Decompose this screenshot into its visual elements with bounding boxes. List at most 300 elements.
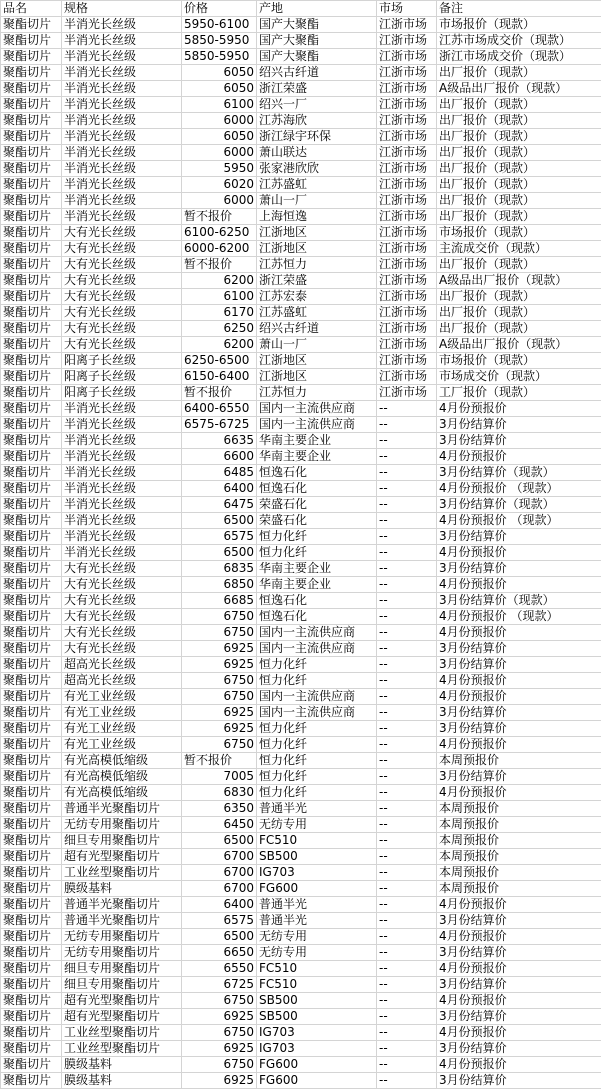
table-cell: 普通半光聚酯切片	[62, 801, 182, 817]
table-cell: 国产大聚酯	[257, 17, 377, 33]
table-cell: 阳离子长丝级	[62, 369, 182, 385]
table-cell: 出厂报价（现款）	[437, 97, 601, 113]
table-cell: 聚酯切片	[1, 641, 62, 657]
table-cell: 聚酯切片	[1, 497, 62, 513]
table-cell: IG703	[257, 1041, 377, 1057]
table-row	[1, 65, 601, 81]
table-cell: 5850-5950	[182, 33, 257, 49]
table-cell: 暂不报价	[182, 385, 257, 401]
table-cell: 大有光长丝级	[62, 625, 182, 641]
table-row	[1, 257, 601, 273]
table-cell: 聚酯切片	[1, 33, 62, 49]
table-cell: --	[377, 401, 437, 417]
table-cell: --	[377, 865, 437, 881]
table-cell: 5850-5950	[182, 49, 257, 65]
table-cell: 3月份结算价	[437, 641, 601, 657]
table-cell: 4月份预报价	[437, 449, 601, 465]
table-cell: 膜级基料	[62, 881, 182, 897]
table-cell: --	[377, 961, 437, 977]
header-cell: 市场	[377, 1, 437, 17]
table-cell: FC510	[257, 977, 377, 993]
table-cell: 5950-6100	[182, 17, 257, 33]
table-cell: 聚酯切片	[1, 305, 62, 321]
table-cell: 江浙市场	[377, 241, 437, 257]
table-cell: 6200	[182, 337, 257, 353]
table-cell: 6835	[182, 561, 257, 577]
table-cell: --	[377, 977, 437, 993]
table-cell: 江浙市场	[377, 273, 437, 289]
table-cell: 本周预报价	[437, 817, 601, 833]
table-cell: 江浙市场	[377, 33, 437, 49]
table-row	[1, 993, 601, 1009]
table-row	[1, 241, 601, 257]
table-cell: 江浙市场	[377, 49, 437, 65]
table-cell: 江浙市场	[377, 81, 437, 97]
table-cell: 江浙市场	[377, 113, 437, 129]
table-cell: 大有光长丝级	[62, 321, 182, 337]
table-row	[1, 977, 601, 993]
table-cell: 江苏盛虹	[257, 305, 377, 321]
table-cell: 6500	[182, 545, 257, 561]
table-row	[1, 705, 601, 721]
table-cell: 普通半光	[257, 801, 377, 817]
table-row	[1, 81, 601, 97]
table-cell: 聚酯切片	[1, 993, 62, 1009]
table-cell: 国内一主流供应商	[257, 689, 377, 705]
table-cell: 聚酯切片	[1, 129, 62, 145]
table-row	[1, 1025, 601, 1041]
table-row	[1, 945, 601, 961]
table-cell: --	[377, 993, 437, 1009]
table-cell: --	[377, 577, 437, 593]
table-cell: 6925	[182, 1041, 257, 1057]
table-cell: 大有光长丝级	[62, 561, 182, 577]
table-cell: 3月份结算价（现款）	[437, 593, 601, 609]
table-cell: 江浙地区	[257, 241, 377, 257]
table-row	[1, 337, 601, 353]
table-cell: 张家港欣欣	[257, 161, 377, 177]
table-cell: 4月份预报价	[437, 689, 601, 705]
table-cell: 聚酯切片	[1, 721, 62, 737]
table-cell: SB500	[257, 993, 377, 1009]
table-row	[1, 1073, 601, 1089]
table-cell: 出厂报价（现款）	[437, 65, 601, 81]
table-row	[1, 449, 601, 465]
table-cell: 工业丝型聚酯切片	[62, 1025, 182, 1041]
table-cell: 半消光长丝级	[62, 129, 182, 145]
table-cell: 6150-6400	[182, 369, 257, 385]
table-cell: 6750	[182, 1057, 257, 1073]
table-cell: 大有光长丝级	[62, 577, 182, 593]
table-cell: 华南主要企业	[257, 449, 377, 465]
table-cell: 大有光长丝级	[62, 305, 182, 321]
table-cell: 出厂报价（现款）	[437, 161, 601, 177]
table-row	[1, 49, 601, 65]
table-cell: 6700	[182, 849, 257, 865]
table-cell: 无纺专用	[257, 817, 377, 833]
table-cell: 6575-6725	[182, 417, 257, 433]
table-cell: 聚酯切片	[1, 977, 62, 993]
table-cell: --	[377, 449, 437, 465]
table-cell: 荣盛石化	[257, 513, 377, 529]
table-cell: 半消光长丝级	[62, 401, 182, 417]
table-cell: 绍兴古纤道	[257, 65, 377, 81]
table-cell: 3月份结算价	[437, 1009, 601, 1025]
table-cell: 聚酯切片	[1, 961, 62, 977]
table-cell: 聚酯切片	[1, 673, 62, 689]
table-row	[1, 353, 601, 369]
table-cell: 6575	[182, 529, 257, 545]
table-cell: --	[377, 465, 437, 481]
table-cell: 3月份结算价	[437, 1041, 601, 1057]
table-cell: 4月份预报价	[437, 1057, 601, 1073]
table-cell: 大有光长丝级	[62, 225, 182, 241]
table-cell: 聚酯切片	[1, 225, 62, 241]
table-cell: --	[377, 897, 437, 913]
table-cell: 浙江市场成交价（现款）	[437, 49, 601, 65]
table-cell: 普通半光聚酯切片	[62, 913, 182, 929]
table-cell: 4月份预报价	[437, 545, 601, 561]
table-cell: 4月份预报价	[437, 1025, 601, 1041]
table-cell: 大有光长丝级	[62, 593, 182, 609]
table-row	[1, 769, 601, 785]
table-cell: 大有光长丝级	[62, 289, 182, 305]
table-cell: --	[377, 481, 437, 497]
table-cell: 江浙市场	[377, 129, 437, 145]
table-cell: 荣盛石化	[257, 497, 377, 513]
table-cell: 细旦专用聚酯切片	[62, 961, 182, 977]
table-row	[1, 433, 601, 449]
table-cell: 聚酯切片	[1, 177, 62, 193]
table-cell: 江浙市场	[377, 337, 437, 353]
table-cell: 恒力化纤	[257, 673, 377, 689]
table-cell: 4月份预报价	[437, 897, 601, 913]
table-cell: 6750	[182, 609, 257, 625]
table-cell: --	[377, 833, 437, 849]
table-cell: 出厂报价（现款）	[437, 145, 601, 161]
table-cell: --	[377, 1073, 437, 1089]
table-cell: --	[377, 753, 437, 769]
table-cell: 6925	[182, 1009, 257, 1025]
table-row	[1, 593, 601, 609]
table-cell: --	[377, 849, 437, 865]
table-cell: 半消光长丝级	[62, 209, 182, 225]
table-cell: 出厂报价（现款）	[437, 257, 601, 273]
table-cell: 市场报价（现款）	[437, 17, 601, 33]
table-cell: --	[377, 657, 437, 673]
table-cell: 普通半光	[257, 913, 377, 929]
table-cell: 江苏恒力	[257, 385, 377, 401]
table-cell: 恒力化纤	[257, 753, 377, 769]
table-cell: 浙江绿宇环保	[257, 129, 377, 145]
table-cell: 半消光长丝级	[62, 193, 182, 209]
table-cell: 国内一主流供应商	[257, 417, 377, 433]
table-cell: 半消光长丝级	[62, 17, 182, 33]
table-cell: 出厂报价（现款）	[437, 177, 601, 193]
table-cell: 无纺专用聚酯切片	[62, 945, 182, 961]
table-cell: 3月份结算价	[437, 561, 601, 577]
table-cell: 3月份结算价	[437, 529, 601, 545]
table-cell: 半消光长丝级	[62, 177, 182, 193]
table-cell: 6650	[182, 945, 257, 961]
table-cell: 6925	[182, 721, 257, 737]
table-cell: 6750	[182, 993, 257, 1009]
table-cell: 6925	[182, 657, 257, 673]
table-cell: 江浙市场	[377, 145, 437, 161]
table-cell: 超有光型聚酯切片	[62, 1009, 182, 1025]
table-cell: 江浙市场	[377, 369, 437, 385]
table-cell: 超高光长丝级	[62, 657, 182, 673]
table-row	[1, 193, 601, 209]
table-cell: --	[377, 433, 437, 449]
table-cell: 市场成交价（现款）	[437, 369, 601, 385]
table-cell: 3月份结算价（现款）	[437, 465, 601, 481]
table-cell: 江浙地区	[257, 225, 377, 241]
table-cell: 江浙地区	[257, 369, 377, 385]
table-cell: 市场报价（现款）	[437, 353, 601, 369]
table-cell: 聚酯切片	[1, 49, 62, 65]
table-cell: 国内一主流供应商	[257, 625, 377, 641]
table-row	[1, 833, 601, 849]
table-cell: 聚酯切片	[1, 833, 62, 849]
table-cell: IG703	[257, 865, 377, 881]
table-cell: 无纺专用聚酯切片	[62, 817, 182, 833]
table-cell: FC510	[257, 961, 377, 977]
table-cell: 聚酯切片	[1, 369, 62, 385]
table-cell: 6500	[182, 513, 257, 529]
table-cell: 半消光长丝级	[62, 481, 182, 497]
table-cell: 膜级基料	[62, 1057, 182, 1073]
table-cell: 3月份结算价	[437, 769, 601, 785]
table-cell: 6100-6250	[182, 225, 257, 241]
table-cell: 本周预报价	[437, 753, 601, 769]
table-cell: 有光高模低缩级	[62, 785, 182, 801]
table-cell: 3月份结算价	[437, 1073, 601, 1089]
table-cell: 4月份预报价	[437, 929, 601, 945]
table-cell: 江浙市场	[377, 65, 437, 81]
table-cell: 6400-6550	[182, 401, 257, 417]
table-cell: 江浙市场	[377, 161, 437, 177]
table-cell: --	[377, 609, 437, 625]
table-row	[1, 17, 601, 33]
table-cell: --	[377, 641, 437, 657]
table-cell: 6925	[182, 705, 257, 721]
table-cell: 本周预报价	[437, 801, 601, 817]
table-cell: 聚酯切片	[1, 193, 62, 209]
table-cell: 江浙市场	[377, 193, 437, 209]
table-cell: 6050	[182, 65, 257, 81]
header-row	[1, 1, 601, 17]
table-row	[1, 417, 601, 433]
table-cell: 恒力化纤	[257, 657, 377, 673]
table-cell: 半消光长丝级	[62, 49, 182, 65]
table-cell: 6170	[182, 305, 257, 321]
table-cell: 4月份预报价	[437, 993, 601, 1009]
table-cell: 聚酯切片	[1, 1073, 62, 1089]
table-cell: 有光工业丝级	[62, 721, 182, 737]
table-cell: FG600	[257, 1057, 377, 1073]
table-cell: 聚酯切片	[1, 353, 62, 369]
table-cell: --	[377, 705, 437, 721]
table-cell: SB500	[257, 1009, 377, 1025]
table-cell: --	[377, 721, 437, 737]
table-cell: 工业丝型聚酯切片	[62, 865, 182, 881]
table-row	[1, 385, 601, 401]
table-row	[1, 577, 601, 593]
table-row	[1, 1009, 601, 1025]
table-cell: 6600	[182, 449, 257, 465]
table-cell: 浙江荣盛	[257, 273, 377, 289]
table-row	[1, 1057, 601, 1073]
table-cell: 6700	[182, 881, 257, 897]
table-cell: SB500	[257, 849, 377, 865]
table-cell: 有光高模低缩级	[62, 769, 182, 785]
table-cell: 6485	[182, 465, 257, 481]
table-cell: 4月份预报价	[437, 737, 601, 753]
table-cell: 聚酯切片	[1, 337, 62, 353]
table-cell: 本周预报价	[437, 865, 601, 881]
header-cell: 产地	[257, 1, 377, 17]
table-row	[1, 465, 601, 481]
table-cell: 聚酯切片	[1, 113, 62, 129]
table-cell: --	[377, 769, 437, 785]
table-cell: 超高光长丝级	[62, 673, 182, 689]
table-row	[1, 401, 601, 417]
table-cell: 国内一主流供应商	[257, 641, 377, 657]
table-cell: 有光工业丝级	[62, 737, 182, 753]
table-row	[1, 321, 601, 337]
table-cell: --	[377, 529, 437, 545]
table-cell: 江浙市场	[377, 17, 437, 33]
table-cell: 超有光型聚酯切片	[62, 849, 182, 865]
table-cell: 大有光长丝级	[62, 241, 182, 257]
table-cell: 恒力化纤	[257, 529, 377, 545]
table-cell: --	[377, 913, 437, 929]
table-row	[1, 529, 601, 545]
table-cell: --	[377, 689, 437, 705]
table-cell: 7005	[182, 769, 257, 785]
table-row	[1, 33, 601, 49]
table-cell: 上海恒逸	[257, 209, 377, 225]
table-row	[1, 897, 601, 913]
table-cell: 有光高模低缩级	[62, 753, 182, 769]
table-cell: 聚酯切片	[1, 481, 62, 497]
table-cell: 6000	[182, 113, 257, 129]
table-cell: 细旦专用聚酯切片	[62, 833, 182, 849]
table-cell: 聚酯切片	[1, 913, 62, 929]
table-cell: 半消光长丝级	[62, 497, 182, 513]
table-cell: 半消光长丝级	[62, 113, 182, 129]
table-row	[1, 561, 601, 577]
header-cell: 品名	[1, 1, 62, 17]
table-cell: 6575	[182, 913, 257, 929]
table-row	[1, 129, 601, 145]
table-cell: 4月份预报价	[437, 577, 601, 593]
table-cell: 聚酯切片	[1, 257, 62, 273]
table-cell: 膜级基料	[62, 1073, 182, 1089]
table-cell: 聚酯切片	[1, 1041, 62, 1057]
table-cell: 4月份预报价	[437, 401, 601, 417]
table-cell: 华南主要企业	[257, 577, 377, 593]
table-cell: 半消光长丝级	[62, 145, 182, 161]
table-cell: 阳离子长丝级	[62, 385, 182, 401]
table-cell: 6635	[182, 433, 257, 449]
table-cell: 阳离子长丝级	[62, 353, 182, 369]
table-cell: 暂不报价	[182, 257, 257, 273]
table-row	[1, 289, 601, 305]
table-cell: 江浙市场	[377, 209, 437, 225]
table-cell: FG600	[257, 1073, 377, 1089]
table-cell: 恒力化纤	[257, 785, 377, 801]
table-cell: 大有光长丝级	[62, 337, 182, 353]
table-row	[1, 225, 601, 241]
table-cell: 聚酯切片	[1, 593, 62, 609]
table-cell: 6050	[182, 129, 257, 145]
table-cell: --	[377, 545, 437, 561]
table-cell: 聚酯切片	[1, 801, 62, 817]
table-cell: 半消光长丝级	[62, 433, 182, 449]
table-row	[1, 97, 601, 113]
table-cell: 6400	[182, 481, 257, 497]
table-cell: --	[377, 497, 437, 513]
table-cell: 聚酯切片	[1, 609, 62, 625]
table-cell: 江苏市场成交价（现款）	[437, 33, 601, 49]
table-row	[1, 1041, 601, 1057]
table-cell: --	[377, 1041, 437, 1057]
table-cell: 聚酯切片	[1, 289, 62, 305]
table-row	[1, 369, 601, 385]
table-cell: 聚酯切片	[1, 241, 62, 257]
table-cell: 3月份结算价	[437, 657, 601, 673]
table-cell: 萧山一厂	[257, 337, 377, 353]
table-cell: --	[377, 881, 437, 897]
table-cell: 3月份结算价	[437, 705, 601, 721]
table-cell: --	[377, 513, 437, 529]
table-cell: 本周预报价	[437, 833, 601, 849]
table-cell: 3月份结算价（现款）	[437, 497, 601, 513]
table-cell: 聚酯切片	[1, 849, 62, 865]
table-cell: 聚酯切片	[1, 657, 62, 673]
table-cell: 3月份结算价	[437, 913, 601, 929]
table-row	[1, 305, 601, 321]
table-cell: 萧山一厂	[257, 193, 377, 209]
table-cell: 4月份预报价	[437, 785, 601, 801]
table-cell: 6500	[182, 929, 257, 945]
table-cell: 恒力化纤	[257, 721, 377, 737]
table-cell: 半消光长丝级	[62, 529, 182, 545]
table-cell: 聚酯切片	[1, 433, 62, 449]
table-row	[1, 737, 601, 753]
table-cell: 6000	[182, 193, 257, 209]
table-cell: 国产大聚酯	[257, 49, 377, 65]
table-row	[1, 785, 601, 801]
table-cell: 6500	[182, 833, 257, 849]
table-cell: 6925	[182, 641, 257, 657]
table-row	[1, 161, 601, 177]
table-cell: 恒逸石化	[257, 593, 377, 609]
table-cell: 聚酯切片	[1, 145, 62, 161]
table-cell: 聚酯切片	[1, 529, 62, 545]
table-cell: 6850	[182, 577, 257, 593]
table-cell: 聚酯切片	[1, 81, 62, 97]
table-cell: 聚酯切片	[1, 209, 62, 225]
table-cell: 绍兴古纤道	[257, 321, 377, 337]
table-cell: 大有光长丝级	[62, 641, 182, 657]
table-cell: 6400	[182, 897, 257, 913]
table-row	[1, 881, 601, 897]
table-row	[1, 545, 601, 561]
table-cell: 主流成交价（现款）	[437, 241, 601, 257]
